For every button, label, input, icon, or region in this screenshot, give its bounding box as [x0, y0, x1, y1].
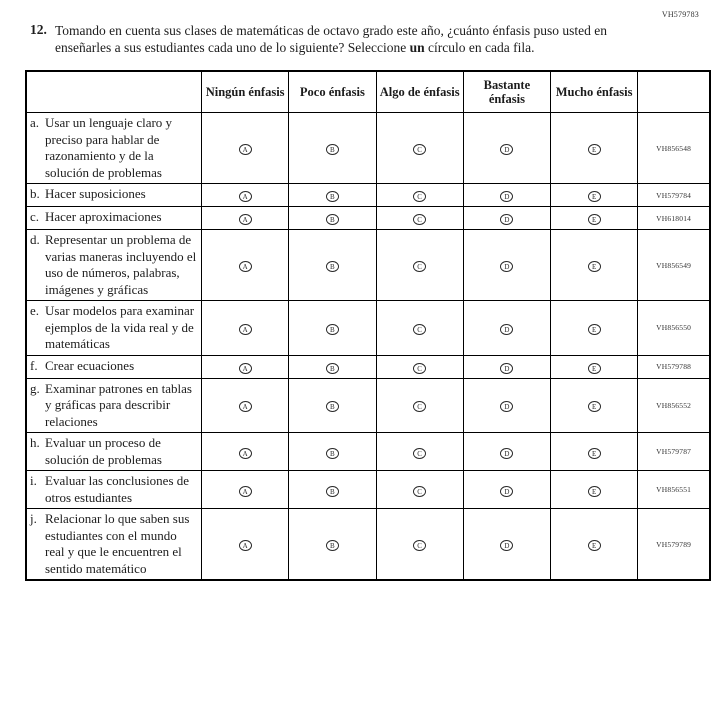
row-text: Crear ecuaciones: [45, 357, 135, 373]
row-letter: i.: [30, 473, 37, 488]
option-a-circle[interactable]: A: [239, 540, 252, 551]
option-b-circle[interactable]: B: [326, 191, 339, 202]
option-cell: [289, 301, 376, 356]
option-d-circle[interactable]: D: [500, 261, 513, 272]
option-c-circle[interactable]: C: [413, 448, 426, 459]
option-cell: [376, 230, 463, 301]
header-bastante-enfasis: Bastante énfasis: [463, 71, 550, 113]
row-code: VH579787: [638, 433, 710, 471]
option-a-circle[interactable]: A: [239, 144, 252, 155]
row-text: Usar modelos para examinar ejemplos de la vida real y de matemáticas: [45, 303, 195, 351]
row-text: Hacer suposiciones: [45, 186, 146, 201]
header-poco-enfasis: Poco énfasis: [289, 71, 376, 113]
option-cell: [463, 184, 550, 207]
option-b-circle[interactable]: B: [326, 486, 339, 497]
question-text-part2: círculo en cada fila.: [424, 40, 535, 55]
option-a-circle[interactable]: A: [239, 448, 252, 459]
option-cell: [202, 471, 289, 509]
row-label-cell: [26, 184, 202, 207]
option-cell: [376, 184, 463, 207]
option-cell: [376, 301, 463, 356]
row-label-cell: [26, 301, 202, 356]
option-cell: [289, 184, 376, 207]
option-b-circle[interactable]: B: [326, 540, 339, 551]
option-c-circle[interactable]: C: [413, 401, 426, 412]
option-e-circle[interactable]: E: [588, 401, 601, 412]
option-d-circle[interactable]: D: [500, 448, 513, 459]
option-cell: [289, 113, 376, 184]
option-cell: [376, 207, 463, 230]
option-cell: [551, 113, 638, 184]
option-cell: [551, 378, 638, 433]
row-letter: e.: [30, 303, 40, 318]
row-letter: g.: [30, 380, 40, 396]
question-block: [0, 0, 650, 56]
option-c-circle[interactable]: C: [413, 486, 426, 497]
option-d-circle[interactable]: D: [500, 324, 513, 335]
row-text: Evaluar las conclusiones de otros estudiantes: [45, 473, 190, 505]
row-letter: d.: [30, 232, 40, 247]
row-code: VH618014: [638, 207, 710, 230]
table-row: [26, 433, 710, 471]
option-cell: [202, 207, 289, 230]
row-label-cell: [26, 207, 202, 230]
option-cell: [202, 184, 289, 207]
option-cell: [202, 378, 289, 433]
row-letter: h.: [30, 435, 40, 450]
row-label-cell: [26, 355, 202, 378]
option-cell: [376, 378, 463, 433]
option-b-circle[interactable]: B: [326, 363, 339, 374]
option-e-circle[interactable]: E: [588, 540, 601, 551]
option-b-circle[interactable]: B: [326, 214, 339, 225]
option-d-circle[interactable]: D: [500, 540, 513, 551]
row-text: Usar un lenguaje claro y preciso para hablar de razonamiento y de la solución de problemas: [45, 115, 173, 180]
option-cell: [463, 433, 550, 471]
row-text: Evaluar un proceso de solución de problemas: [45, 435, 162, 467]
row-text: Hacer aproximaciones: [45, 209, 162, 224]
row-code: VH579784: [638, 184, 710, 207]
table-header-row: [26, 71, 710, 113]
option-cell: [289, 207, 376, 230]
option-cell: [202, 433, 289, 471]
option-cell: [376, 355, 463, 378]
option-a-circle[interactable]: A: [239, 401, 252, 412]
option-a-circle[interactable]: A: [239, 363, 252, 374]
option-b-circle[interactable]: B: [326, 401, 339, 412]
option-a-circle[interactable]: A: [239, 324, 252, 335]
option-cell: [202, 301, 289, 356]
option-cell: [463, 471, 550, 509]
option-d-circle[interactable]: D: [500, 214, 513, 225]
option-b-circle[interactable]: B: [326, 448, 339, 459]
option-cell: [463, 230, 550, 301]
option-cell: [289, 433, 376, 471]
header-algo-de-enfasis: Algo de énfasis: [376, 71, 463, 113]
option-cell: [289, 509, 376, 581]
option-c-circle[interactable]: C: [413, 324, 426, 335]
option-cell: [551, 433, 638, 471]
header-ningun-enfasis: Ningún énfasis: [202, 71, 289, 113]
option-cell: [376, 471, 463, 509]
option-cell: [376, 113, 463, 184]
header-empty-label: [26, 71, 202, 113]
table-row: [26, 301, 710, 356]
table-row: [26, 509, 710, 581]
option-e-circle[interactable]: E: [588, 324, 601, 335]
option-e-circle[interactable]: E: [588, 191, 601, 202]
option-cell: [463, 207, 550, 230]
option-cell: [289, 378, 376, 433]
option-a-circle[interactable]: A: [239, 486, 252, 497]
row-letter: c.: [30, 209, 40, 224]
option-cell: [551, 207, 638, 230]
header-empty-code: [638, 71, 710, 113]
row-label-cell: [26, 113, 202, 184]
option-cell: [202, 113, 289, 184]
row-letter: b.: [30, 186, 40, 201]
question-text: [55, 22, 617, 56]
option-e-circle[interactable]: E: [588, 448, 601, 459]
option-cell: [551, 230, 638, 301]
row-code: VH579789: [638, 509, 710, 581]
option-b-circle[interactable]: B: [326, 324, 339, 335]
header-mucho-enfasis: Mucho énfasis: [551, 71, 638, 113]
option-cell: [551, 301, 638, 356]
row-text: Relacionar lo que saben sus estudiantes con el mundo real y que le encuentren el sentido matemático: [45, 511, 190, 576]
page-accession-code: VH579783: [661, 10, 699, 19]
option-cell: [551, 184, 638, 207]
question-number: 12.: [30, 22, 47, 37]
option-cell: [463, 301, 550, 356]
option-d-circle[interactable]: D: [500, 486, 513, 497]
row-label-cell: [26, 433, 202, 471]
table-row: [26, 113, 710, 184]
option-d-circle[interactable]: D: [500, 144, 513, 155]
option-e-circle[interactable]: E: [588, 144, 601, 155]
option-cell: [202, 355, 289, 378]
option-cell: [551, 509, 638, 581]
row-letter: f.: [30, 357, 38, 373]
option-a-circle[interactable]: A: [239, 214, 252, 225]
option-a-circle[interactable]: A: [239, 191, 252, 202]
option-d-circle[interactable]: D: [500, 191, 513, 202]
row-label-cell: [26, 378, 202, 433]
table-row: [26, 184, 710, 207]
option-c-circle[interactable]: C: [413, 214, 426, 225]
row-code: VH856550: [638, 301, 710, 356]
option-c-circle[interactable]: C: [413, 261, 426, 272]
question-text-part1: Tomando en cuenta sus clases de matemáticas de octavo grado este año, ¿cuánto énfasis puso usted en enseñarles a sus estudiantes cada uno de lo siguiente? Seleccione: [55, 23, 607, 55]
option-d-circle[interactable]: D: [500, 401, 513, 412]
option-cell: [289, 471, 376, 509]
table-row: [26, 207, 710, 230]
option-c-circle[interactable]: C: [413, 144, 426, 155]
row-label-cell: [26, 471, 202, 509]
option-cell: [202, 509, 289, 581]
option-cell: [376, 509, 463, 581]
row-code: VH856548: [638, 113, 710, 184]
option-e-circle[interactable]: E: [588, 214, 601, 225]
row-code: VH856552: [638, 378, 710, 433]
row-letter: j.: [30, 511, 37, 526]
option-cell: [463, 378, 550, 433]
option-cell: [551, 471, 638, 509]
option-cell: [463, 113, 550, 184]
row-letter: a.: [30, 115, 40, 130]
row-text: Representar un problema de varias maneras incluyendo el uso de números, palabras, imágenes y gráficas: [45, 232, 197, 297]
emphasis-matrix-table: [25, 70, 711, 581]
table-row: [26, 378, 710, 433]
table-row: [26, 230, 710, 301]
option-cell: [376, 433, 463, 471]
option-b-circle[interactable]: B: [326, 144, 339, 155]
option-cell: [202, 230, 289, 301]
row-code: VH856551: [638, 471, 710, 509]
option-e-circle[interactable]: E: [588, 486, 601, 497]
option-cell: [463, 355, 550, 378]
option-cell: [289, 355, 376, 378]
option-cell: [289, 230, 376, 301]
option-e-circle[interactable]: E: [588, 363, 601, 374]
question-bold-word: un: [409, 40, 425, 55]
option-c-circle[interactable]: C: [413, 191, 426, 202]
table-row: [26, 355, 710, 378]
option-cell: [463, 509, 550, 581]
option-cell: [551, 355, 638, 378]
table-row: [26, 471, 710, 509]
row-text: Examinar patrones en tablas y gráficas para describir relaciones: [45, 380, 192, 429]
row-code: VH856549: [638, 230, 710, 301]
row-label-cell: [26, 230, 202, 301]
row-label-cell: [26, 509, 202, 581]
option-b-circle[interactable]: B: [326, 261, 339, 272]
option-d-circle[interactable]: D: [500, 363, 513, 374]
option-c-circle[interactable]: C: [413, 363, 426, 374]
option-a-circle[interactable]: A: [239, 261, 252, 272]
option-e-circle[interactable]: E: [588, 261, 601, 272]
row-code: VH579788: [638, 355, 710, 378]
option-c-circle[interactable]: C: [413, 540, 426, 551]
